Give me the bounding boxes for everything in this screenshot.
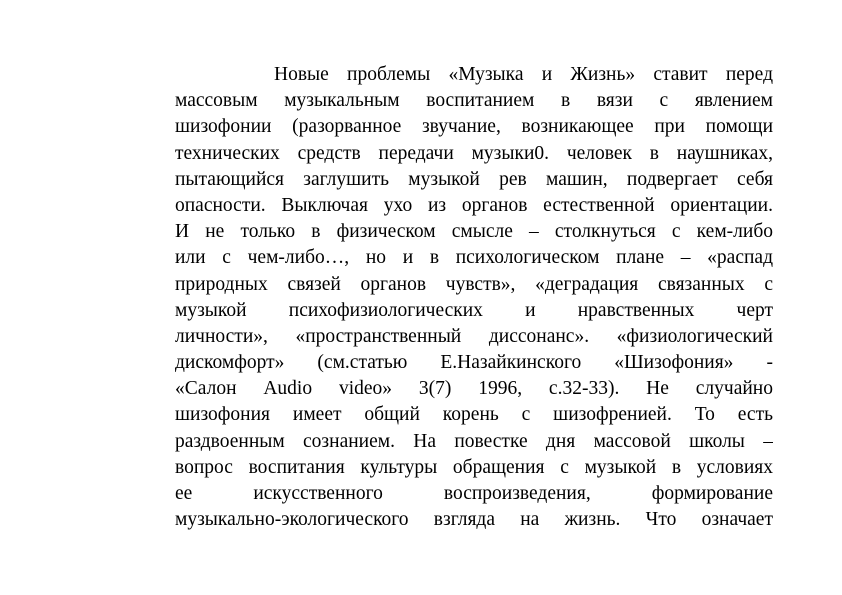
text-line: дискомфорт» (см.статью Е.Назайкинского «Шизофония» - [175,352,773,374]
text-line: музыкой психофизиологических и нравственных черт [175,299,773,321]
text-line: технических средств передачи музыки0. человек в наушниках, [175,142,773,164]
text-line: ее искусственного воспроизведения, формирование [175,483,773,504]
text-line: опасности. Выключая ухо из органов естественной ориентации. [175,194,773,216]
text-line: «Салон Audio video» 3(7) 1996, с.32-33). Не случайно [175,378,773,400]
text-line: раздвоенным сознанием. На повестке дня массовой школы – [175,430,773,452]
text-line: природных связей органов чувств», «деградация связанных с [175,273,773,295]
text-line: массовым музыкальным воспитанием в вязи с явлением [175,90,773,112]
text-line: шизофонии (разорванное звучание, возникающее при помощи [175,116,773,138]
text-line: Новые проблемы «Музыка и Жизнь» ставит перед [274,64,773,85]
paragraph [175,62,773,533]
text-line: И не только в физическом смысле – столкнуться с кем-либо [175,221,773,243]
text-line: шизофония имеет общий корень с шизофренией. То есть [175,404,773,426]
text-line: пытающийся заглушить музыкой рев машин, подвергает себя [175,168,773,190]
text-line: вопрос воспитания культуры обращения с музыкой в условиях [175,456,773,478]
text-line: или с чем-либо…, но и в психологическом плане – «распад [175,247,773,269]
text-line: личности», «пространственный диссонанс». «физиологический [175,325,773,347]
text-line: музыкально-экологического взгляда на жизнь. Что означает [175,509,773,531]
